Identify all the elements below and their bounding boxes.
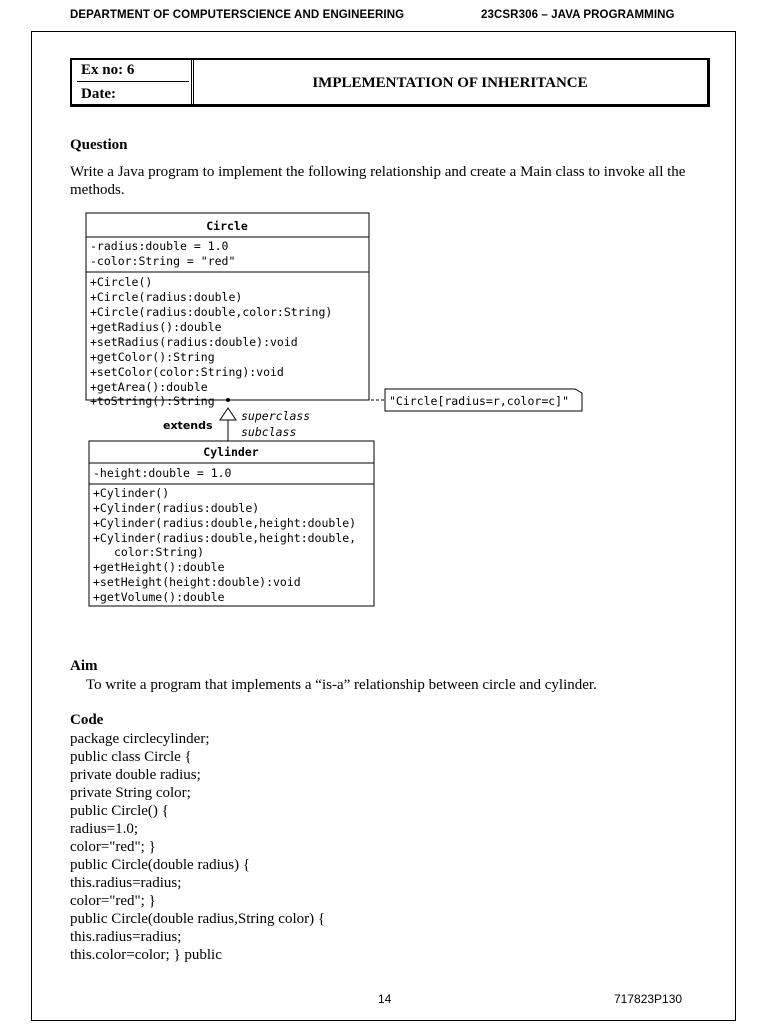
- page-number: 14: [378, 992, 392, 1006]
- exercise-info-cell: [75, 60, 194, 104]
- code-line: radius=1.0;: [70, 821, 139, 837]
- cylinder-attribute: -height:double = 1.0: [93, 466, 232, 480]
- exercise-table: [70, 58, 710, 107]
- exercise-date: Date:: [81, 86, 116, 102]
- cylinder-method: color:String): [114, 545, 205, 559]
- inheritance-arrow: [220, 408, 236, 420]
- circle-method: +getColor():String: [90, 350, 215, 364]
- circle-method: +setRadius(radius:double):void: [90, 335, 298, 349]
- superclass-label: superclass: [241, 409, 311, 423]
- circle-method: +getRadius():double: [90, 320, 222, 334]
- circle-attribute: -color:String = "red": [90, 254, 236, 268]
- code-line: public Circle(double radius,String color) {: [70, 911, 326, 927]
- exercise-number: Ex no: 6: [77, 60, 189, 82]
- uml-class-diagram: [85, 212, 590, 608]
- cylinder-method: +Cylinder(): [93, 486, 170, 500]
- header-course: 23CSR306 – JAVA PROGRAMMING: [481, 9, 675, 21]
- cylinder-method: +setHeight(height:double):void: [93, 575, 301, 589]
- circle-method: +setColor(color:String):void: [90, 365, 284, 379]
- circle-method: +getArea():double: [90, 380, 208, 394]
- cylinder-method: +Cylinder(radius:double,height:double,: [93, 531, 357, 545]
- code-line: private String color;: [70, 785, 191, 801]
- code-line: private double radius;: [70, 767, 201, 783]
- circle-class-name: Circle: [206, 219, 248, 233]
- circle-attribute: -radius:double = 1.0: [90, 239, 229, 253]
- extends-label: extends: [163, 419, 213, 432]
- code-line: public class Circle {: [70, 749, 192, 765]
- aim-heading: Aim: [70, 658, 98, 674]
- roll-number: 717823P130: [614, 992, 683, 1006]
- circle-method: +Circle(radius:double): [90, 290, 243, 304]
- cylinder-method: +getHeight():double: [93, 560, 225, 574]
- header-department: DEPARTMENT OF COMPUTERSCIENCE AND ENGINEERING: [70, 9, 405, 21]
- code-line: package circlecylinder;: [70, 731, 210, 747]
- code-line: color="red"; }: [70, 893, 156, 909]
- code-line: this.color=color; } public: [70, 947, 222, 963]
- code-line: color="red"; }: [70, 839, 156, 855]
- cylinder-method: +Cylinder(radius:double): [93, 501, 260, 515]
- circle-method: +Circle(radius:double,color:String): [90, 305, 333, 319]
- question-text: Write a Java program to implement the following relationship and create a Main class to invoke all the methods.: [70, 164, 686, 198]
- code-line: this.radius=radius;: [70, 875, 182, 891]
- circle-method: +Circle(): [90, 275, 153, 289]
- subclass-label: subclass: [241, 425, 297, 439]
- code-line: public Circle() {: [70, 803, 169, 819]
- cylinder-method: +getVolume():double: [93, 590, 225, 604]
- aim-text: To write a program that implements a “is-a” relationship between circle and cylinder.: [86, 677, 597, 693]
- note-text: "Circle[radius=r,color=c]": [389, 394, 570, 408]
- code-line: public Circle(double radius) {: [70, 857, 251, 873]
- code-heading: Code: [70, 712, 104, 728]
- cylinder-method: +Cylinder(radius:double,height:double): [93, 516, 357, 530]
- cylinder-class-name: Cylinder: [203, 445, 259, 459]
- question-heading: Question: [70, 137, 128, 153]
- exercise-title: IMPLEMENTATION OF INHERITANCE: [312, 75, 588, 91]
- code-line: this.radius=radius;: [70, 929, 182, 945]
- circle-method: +toString():String: [90, 394, 215, 408]
